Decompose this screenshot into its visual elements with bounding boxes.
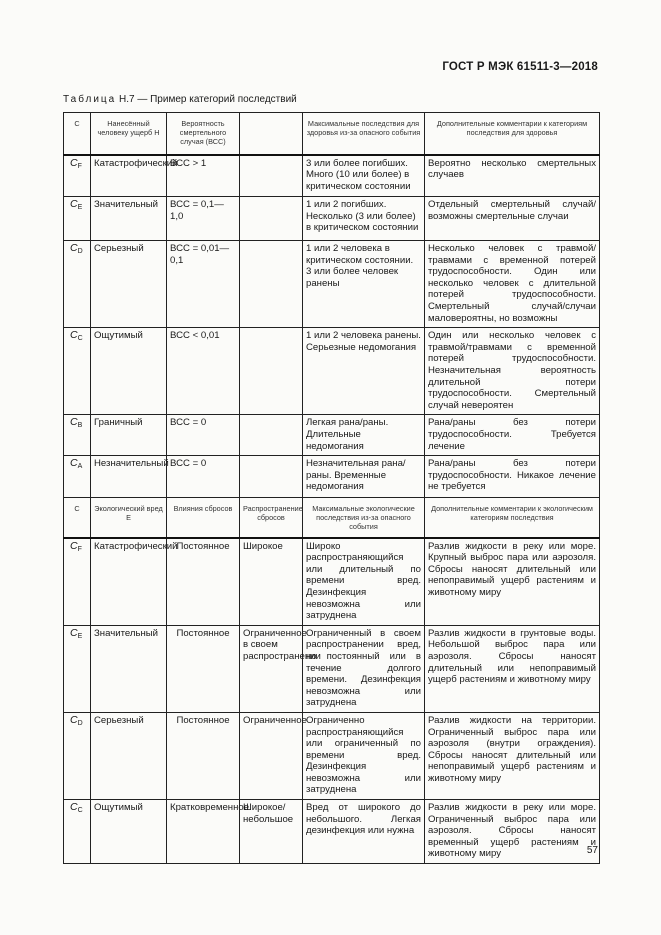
max-consequence: Незначительная рана/раны. Временные недомогания xyxy=(303,456,425,498)
category-code: $C_A$ xyxy=(64,456,91,498)
influence: Кратковременное xyxy=(167,800,240,864)
category-code: $C_D$ xyxy=(64,241,91,328)
comment: Отдельный смертельный случай/возможны смертельные случаи xyxy=(425,197,600,241)
harm-name: Серьезный xyxy=(91,712,167,799)
category-code: $C_D$ xyxy=(64,712,91,799)
comment: Разлив жидкости в грунтовые воды. Небольшой выброс пара или аэрозоля. Сбросы наносят длительный или непоправимый ущерб растениям и животному миру xyxy=(425,625,600,712)
empty-cell xyxy=(240,197,303,241)
environment-row xyxy=(64,538,600,626)
caption-label: Н.7 — Пример категорий последствий xyxy=(119,94,297,105)
comment: Разлив жидкости в реку или море. Ограниченный выброс пара или аэрозоля. Сбросы наносят временный ущерб растениям и животному миру xyxy=(425,800,600,864)
comment: Разлив жидкости в реку или море. Крупный выброс пара или аэрозоля. Сбросы наносят длительный или непоправимый ущерб растениям и животному миру xyxy=(425,538,600,626)
health-row xyxy=(64,197,600,241)
influence: Постоянное xyxy=(167,538,240,626)
health-row xyxy=(64,241,600,328)
probability: ВСС = 0,1—1,0 xyxy=(167,197,240,241)
comment: Рана/раны без потери трудоспособности. Требуется лечение xyxy=(425,415,600,456)
comment: Вероятно несколько смертельных случаев xyxy=(425,155,600,197)
environment-row xyxy=(64,800,600,864)
category-code: $C_E$ xyxy=(64,197,91,241)
category-code: $C_F$ xyxy=(64,538,91,626)
health-row xyxy=(64,456,600,498)
caption-prefix: Таблица xyxy=(63,94,117,105)
header-empty xyxy=(240,113,303,155)
page-number: 57 xyxy=(586,845,598,856)
category-code: $C_B$ xyxy=(64,415,91,456)
empty-cell xyxy=(240,155,303,197)
max-consequence: 3 или более погибших. Много (10 или более) в критическом состоянии xyxy=(303,155,425,197)
influence: Постоянное xyxy=(167,625,240,712)
health-row xyxy=(64,415,600,456)
harm-name: Катастрофический xyxy=(91,155,167,197)
health-row xyxy=(64,155,600,197)
max-consequence: 1 или 2 человека ранены. Серьезные недомогания xyxy=(303,328,425,415)
harm-name: Граничный xyxy=(91,415,167,456)
harm-name: Серьезный xyxy=(91,241,167,328)
empty-cell xyxy=(240,415,303,456)
comment: Разлив жидкости на территории. Ограниченный выброс пара или аэрозоля (внутри ограждения). Сбросы наносят длительный или непоправимый ущерб растениям и животному миру xyxy=(425,712,600,799)
probability: ВСС > 1 xyxy=(167,155,240,197)
probability: ВСС = 0 xyxy=(167,456,240,498)
max-consequence: 1 или 2 погибших. Несколько (3 или более) в критическом состоянии xyxy=(303,197,425,241)
category-code: $C_E$ xyxy=(64,625,91,712)
max-consequence: Широко распространяющийся или длительный по времени вред. Дезинфекция невозможна или затруднена xyxy=(303,538,425,626)
probability: ВСС < 0,01 xyxy=(167,328,240,415)
max-consequence: 1 или 2 человека в критическом состоянии. 3 или более человек ранены xyxy=(303,241,425,328)
max-consequence: Легкая рана/раны. Длительные недомогания xyxy=(303,415,425,456)
header-comment-health: Дополнительные комментарии к категориям последствия для здоровья xyxy=(425,113,600,155)
header-spread: Распространение сбросов xyxy=(240,498,303,538)
header-env-harm: Экологический вред Е xyxy=(91,498,167,538)
header-max-env: Максимальные экологические последствия из-за опасного события xyxy=(303,498,425,538)
category-code: $C_C$ xyxy=(64,328,91,415)
harm-name: Значительный xyxy=(91,625,167,712)
category-code: $C_F$ xyxy=(64,155,91,197)
header-influence: Влияния сбросов xyxy=(167,498,240,538)
environment-header-row xyxy=(64,498,600,538)
comment: Один или несколько человек с травмой/травмами с временной потерей трудоспособности. Незначительная вероятность длительной потери трудоспособности. Смертельный случай невероятен xyxy=(425,328,600,415)
header-probability: Вероятность смертельного случая (ВСС) xyxy=(167,113,240,155)
health-row xyxy=(64,328,600,415)
header-comment-env: Дополнительные комментарии к экологическим категориям последствия xyxy=(425,498,600,538)
harm-name: Значительный xyxy=(91,197,167,241)
environment-row xyxy=(64,625,600,712)
spread: Широкое xyxy=(240,538,303,626)
empty-cell xyxy=(240,241,303,328)
harm-name: Ощутимый xyxy=(91,800,167,864)
header-c: С xyxy=(64,113,91,155)
influence: Постоянное xyxy=(167,712,240,799)
empty-cell xyxy=(240,328,303,415)
spread: Ограниченное xyxy=(240,712,303,799)
header-c: С xyxy=(64,498,91,538)
standard-header: ГОСТ Р МЭК 61511-3—2018 xyxy=(442,61,598,73)
max-consequence: Ограниченный в своем распространении вред, но постоянный или в течение долгого времени. Дезинфекция невозможна или затруднена xyxy=(303,625,425,712)
health-header-row xyxy=(64,113,600,155)
harm-name: Катастрофический xyxy=(91,538,167,626)
header-max-health: Максимальные последствия для здоровья из-за опасного события xyxy=(303,113,425,155)
header-harm: Нанесённый человеку ущерб Н xyxy=(91,113,167,155)
empty-cell xyxy=(240,456,303,498)
max-consequence: Вред от широкого до небольшого. Легкая дезинфекция или нужна xyxy=(303,800,425,864)
category-code: $C_C$ xyxy=(64,800,91,864)
probability: ВСС = 0,01—0,1 xyxy=(167,241,240,328)
harm-name: Незначительный xyxy=(91,456,167,498)
max-consequence: Ограниченно распространяющийся или ограниченный по времени вред. Дезинфекция невозможна или затруднена xyxy=(303,712,425,799)
comment: Несколько человек с травмой/травмами с временной потерей трудоспособности. Один или несколько человек с длительной потерей трудоспособности. Смертельный случай/случаи маловероятны, но возможны xyxy=(425,241,600,328)
consequence-table xyxy=(63,112,600,864)
environment-row xyxy=(64,712,600,799)
probability: ВСС = 0 xyxy=(167,415,240,456)
table-caption xyxy=(63,94,297,105)
spread: Ограниченное в своем распространении xyxy=(240,625,303,712)
spread: Широкое/небольшое xyxy=(240,800,303,864)
comment: Рана/раны без потери трудоспособности. Никакое лечение не требуется xyxy=(425,456,600,498)
harm-name: Ощутимый xyxy=(91,328,167,415)
